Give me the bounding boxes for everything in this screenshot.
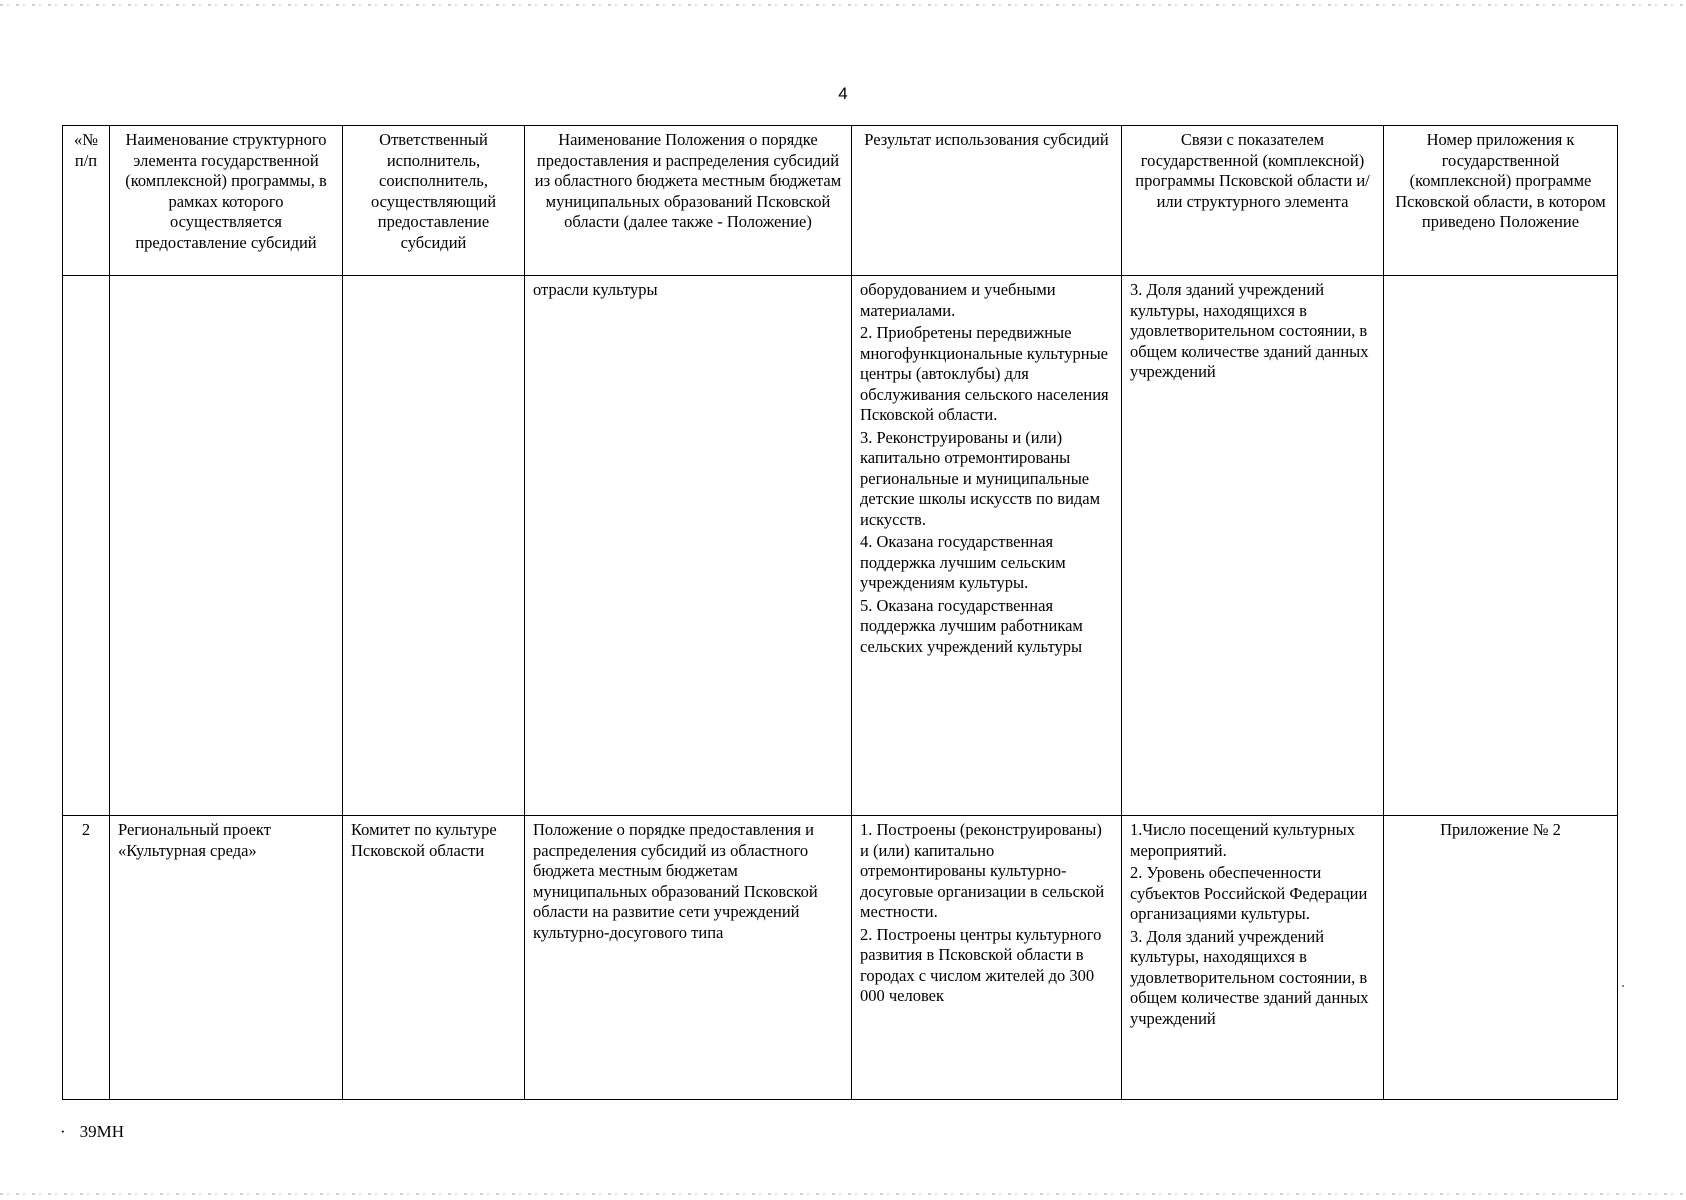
result-item: 3. Реконструированы и (или) капитально отремонтированы региональные и муниципальные детские школы искусств по видам искусств. bbox=[860, 427, 1101, 529]
header-structural-element: Наименование структурного элемента государственной (комплексной) программы, в рамках которого осуществляется предоставление субсидий bbox=[110, 126, 343, 276]
scan-edge-top bbox=[0, 4, 1686, 6]
result-item: 4. Оказана государственная поддержка лучшим сельским учреждениям культуры. bbox=[860, 532, 1066, 592]
cell-subsidy-result bbox=[852, 816, 1122, 1100]
cell-regulation-name: Положение о порядке предоставления и распределения субсидий из областного бюджета местным бюджетам муниципальных образований Псковской области на развитие сети учреждений культурно-досугового типа bbox=[525, 816, 852, 1100]
cell-subsidy-result bbox=[852, 276, 1122, 816]
cell-structural-element bbox=[110, 276, 343, 816]
indicator-item: 3. Доля зданий учреждений культуры, находящихся в удовлетворительном состоянии, в общем количестве зданий данных учреждений bbox=[1130, 280, 1369, 381]
indicator-item: 3. Доля зданий учреждений культуры, находящихся в удовлетворительном состоянии, в общем количестве зданий данных учреждений bbox=[1130, 926, 1369, 1028]
footer-code: 39МН bbox=[79, 1122, 125, 1141]
scan-edge-bottom bbox=[0, 1193, 1686, 1195]
indicator-item: 2. Уровень обеспеченности субъектов Российской Федерации организациями культуры. bbox=[1130, 863, 1368, 923]
table-row-2 bbox=[63, 816, 1618, 1100]
indicator-item: 1.Число посещений культурных мероприятий. bbox=[1130, 820, 1355, 860]
header-appendix-number: Номер приложения к государственной (комплексной) программе Псковской области, в котором приведено Положение bbox=[1384, 126, 1618, 276]
footer bbox=[60, 1122, 124, 1142]
cell-indicator-links bbox=[1122, 816, 1384, 1100]
cell-indicator-links bbox=[1122, 276, 1384, 816]
result-item: 5. Оказана государственная поддержка лучшим работникам сельских учреждений культуры bbox=[860, 595, 1083, 656]
result-item: 2. Приобретены передвижные многофункциональные культурные центры (автоклубы) для обслуживания сельского населения Псковской области. bbox=[860, 323, 1109, 424]
result-item: оборудованием и учебными материалами. bbox=[860, 280, 1056, 320]
cell-num: 2 bbox=[63, 816, 110, 1100]
header-indicator-links: Связи с показателем государственной (комплексной) программы Псковской области и/или структурного элемента bbox=[1122, 126, 1384, 276]
header-num: «№ п/п bbox=[63, 126, 110, 276]
footer-bullet: · bbox=[60, 1122, 66, 1141]
scan-speck bbox=[1622, 985, 1624, 987]
cell-appendix-number: Приложение № 2 bbox=[1384, 816, 1618, 1100]
table-header-row bbox=[63, 126, 1618, 276]
header-executor: Ответственный исполнитель, соисполнитель, осуществляющий предоставление субсидий bbox=[343, 126, 525, 276]
cell-regulation-name: отрасли культуры bbox=[525, 276, 852, 816]
cell-structural-element: Региональный проект «Культурная среда» bbox=[110, 816, 343, 1100]
header-regulation-name: Наименование Положения о порядке предоставления и распределения субсидий из областного бюджета местным бюджетам муниципальных образований Псковской области (далее также - Положение) bbox=[525, 126, 852, 276]
cell-appendix-number bbox=[1384, 276, 1618, 816]
table-row-continuation bbox=[63, 276, 1618, 816]
result-item: 2. Построены центры культурного развития в Псковской области в городах с числом жителей до 300 000 человек bbox=[860, 924, 1102, 1005]
cell-num bbox=[63, 276, 110, 816]
page-number: 4 bbox=[838, 84, 848, 103]
cell-executor bbox=[343, 276, 525, 816]
cell-executor: Комитет по культуре Псковской области bbox=[343, 816, 525, 1100]
subsidies-table bbox=[62, 125, 1618, 1100]
header-subsidy-result: Результат использования субсидий bbox=[852, 126, 1122, 276]
result-item: 1. Построены (реконструированы) и (или) капитально отремонтированы культурно-досуговые организации в сельской местности. bbox=[860, 820, 1105, 921]
